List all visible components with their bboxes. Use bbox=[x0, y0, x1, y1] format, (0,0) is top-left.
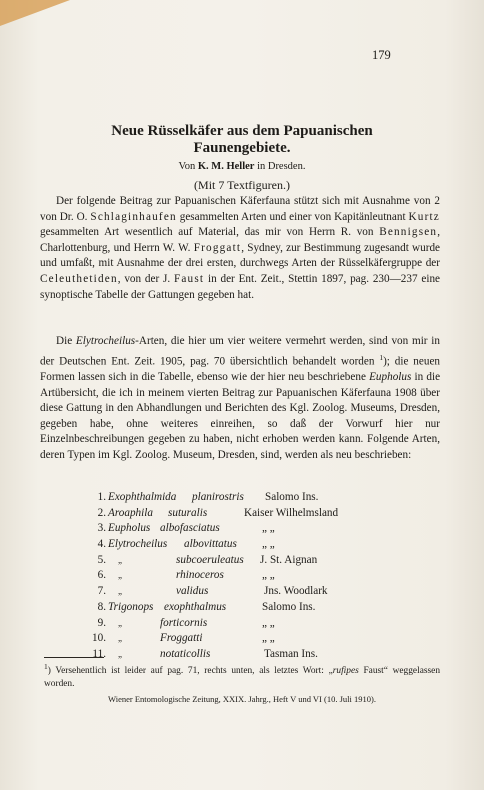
p1-text: in der Ent. Zeit., Stettin 1897, pag. 230—237 eine synoptische Tabelle der Gattungen gegeben hat. bbox=[40, 272, 440, 301]
species-number: 4. bbox=[97, 538, 106, 551]
species-number: 2. bbox=[97, 506, 106, 519]
p1-text: Der folgende Beitrag zur Papuanischen Käferfauna stützt sich mit Ausnahme von 2 von Dr. O. bbox=[40, 195, 440, 223]
figures-note: (Mit 7 Textfiguren.) bbox=[194, 178, 290, 192]
species-locality: „ „ bbox=[262, 522, 275, 535]
species-list-item bbox=[40, 521, 444, 537]
species-list-item bbox=[40, 616, 444, 632]
species-genus: Trigonops bbox=[108, 600, 154, 613]
species-epithet: rhinoceros bbox=[176, 569, 224, 582]
species-number: 10. bbox=[92, 632, 106, 645]
ditto-mark: „ bbox=[118, 617, 122, 628]
footnote bbox=[44, 660, 440, 691]
species-epithet: notaticollis bbox=[160, 647, 211, 660]
genus-eupholus: Eupholus bbox=[369, 370, 412, 383]
footnote-text-end: Faust“ weggelassen worden. bbox=[44, 666, 441, 690]
footnote-mark: 1 bbox=[44, 662, 48, 671]
ditto-mark: „ bbox=[118, 648, 122, 659]
species-epithet: albofasciatus bbox=[160, 522, 220, 535]
species-number: 3. bbox=[97, 522, 106, 535]
name-froggatt: Froggatt bbox=[193, 241, 242, 254]
species-number: 6. bbox=[97, 569, 106, 582]
species-list-item bbox=[40, 537, 444, 553]
paragraph-2 bbox=[40, 334, 440, 463]
species-list-item bbox=[40, 631, 444, 647]
page-number: 179 bbox=[372, 48, 391, 62]
ditto-mark: „ bbox=[118, 570, 122, 581]
species-list-item bbox=[40, 506, 444, 522]
species-epithet: subcoeruleatus bbox=[176, 553, 244, 566]
p1-text: gesammelten Arten und einer von Kapitänleutnant bbox=[179, 210, 406, 223]
species-locality: J. St. Aignan bbox=[260, 553, 318, 566]
species-locality: Kaiser Wilhelmsland bbox=[244, 506, 339, 519]
genus-elytrocheilus: Elytrocheilus bbox=[75, 335, 136, 347]
p1-text: , von der J. bbox=[117, 272, 171, 285]
species-number: 11. bbox=[92, 647, 106, 660]
p1-text: gesammelten Art wesentlich auf Material, das mir von Herrn R. von bbox=[40, 226, 374, 239]
name-faust: Faust bbox=[173, 272, 205, 285]
name-schlaginhaufen: Schlaginhaufen bbox=[90, 210, 177, 223]
species-epithet: planirostris bbox=[192, 491, 244, 503]
species-list-item bbox=[40, 553, 444, 569]
species-locality: Jns. Woodlark bbox=[264, 585, 328, 598]
species-epithet: Froggatti bbox=[160, 632, 203, 645]
species-locality: „ „ bbox=[262, 632, 275, 645]
article-title-line-2: Faunengebiete. bbox=[193, 140, 291, 156]
species-list-item bbox=[40, 600, 444, 616]
p2-text: in die Artübersicht, die ich in meinem vierten Beitrag zur Papuanischen Käferfauna 1908 über diese Gattung in den Abhandlungen und Berichten des Kgl. Zoolog. Museums, Dresden, gegeben habe, ohne weiteres einreihen, so daß der Vorwurf hier nur Einzelnbeschreibungen gegeben zu haben, nicht erhoben werden kann. Folgende Arten, deren Typen im Kgl. Zoolog. Museum, Dresden, sind, werden als neu beschrieben: bbox=[40, 370, 441, 461]
p1-text: , Charlottenburg, und Herrn W. W. bbox=[40, 226, 441, 254]
species-epithet: exophthalmus bbox=[164, 600, 227, 613]
species-number: 7. bbox=[97, 585, 106, 598]
footnote-italic: rufipes bbox=[332, 666, 359, 677]
byline-author: K. M. Heller bbox=[197, 161, 255, 172]
byline-suffix: in Dresden. bbox=[257, 161, 306, 172]
p2-text: Die bbox=[56, 335, 73, 347]
species-genus: Eupholus bbox=[108, 522, 151, 535]
article-title-line-1: Neue Rüsselkäfer aus dem Papuanischen bbox=[111, 123, 373, 139]
species-number: 1. bbox=[97, 491, 106, 503]
species-genus: Exophthalmida bbox=[108, 491, 177, 503]
p2-text: -Arten, die hier um vier weitere vermehrt werden, sind von mir in der Deutschen Ent. Zeit. 1905, pag. 70 übersichtlich behandelt worden bbox=[40, 335, 440, 368]
species-number: 5. bbox=[97, 553, 106, 566]
species-list bbox=[40, 490, 444, 663]
p1-text: , Sydney, zur Bestimmung zugesandt wurde und umfaßt, mit Ausnahme der drei ersten, durchwegs Arten der Rüsselkäfergruppe der bbox=[40, 241, 441, 270]
footnote-rule bbox=[44, 657, 104, 658]
ditto-mark: „ bbox=[118, 586, 122, 597]
species-list-item bbox=[40, 568, 444, 584]
species-locality: „ „ bbox=[262, 569, 275, 582]
species-list-item bbox=[40, 584, 444, 600]
ditto-mark: „ bbox=[118, 633, 122, 644]
name-kurtz: Kurtz bbox=[408, 210, 440, 223]
journal-footer: Wiener Entomologische Zeitung, XXIX. Jahrg., Heft V und VI (10. Juli 1910). bbox=[108, 694, 376, 704]
species-genus: Aroaphila bbox=[108, 506, 153, 519]
species-number: 8. bbox=[97, 600, 106, 613]
page-corner-fold bbox=[0, 0, 70, 26]
paragraph-1 bbox=[40, 194, 440, 303]
ditto-mark: „ bbox=[118, 554, 122, 565]
name-bennigsen: Bennigsen bbox=[379, 226, 438, 239]
species-epithet: suturalis bbox=[168, 506, 208, 519]
name-celeuthetiden: Celeuthetiden bbox=[40, 272, 118, 285]
species-locality: Salomo Ins. bbox=[265, 491, 319, 503]
species-epithet: forticornis bbox=[160, 616, 208, 629]
footnote-text: ) Versehentlich ist leider auf pag. 71, rechts unten, als letztes Wort: „ bbox=[47, 666, 333, 677]
byline bbox=[40, 161, 444, 172]
species-epithet: albovittatus bbox=[184, 538, 237, 551]
footnote-ref: 1 bbox=[379, 352, 384, 362]
species-epithet: validus bbox=[176, 585, 209, 598]
p2-text: ); die neuen Formen lassen sich in die Tabelle, ebenso wie der hier neu beschriebene bbox=[40, 355, 440, 383]
species-locality: „ „ bbox=[262, 616, 275, 629]
species-locality: Tasman Ins. bbox=[264, 647, 318, 660]
species-list-item bbox=[40, 490, 444, 506]
species-locality: „ „ bbox=[262, 538, 275, 551]
species-genus: Elytrocheilus bbox=[108, 538, 168, 551]
species-number: 9. bbox=[97, 616, 106, 629]
byline-prefix: Von bbox=[178, 161, 196, 172]
species-locality: Salomo Ins. bbox=[262, 600, 316, 613]
